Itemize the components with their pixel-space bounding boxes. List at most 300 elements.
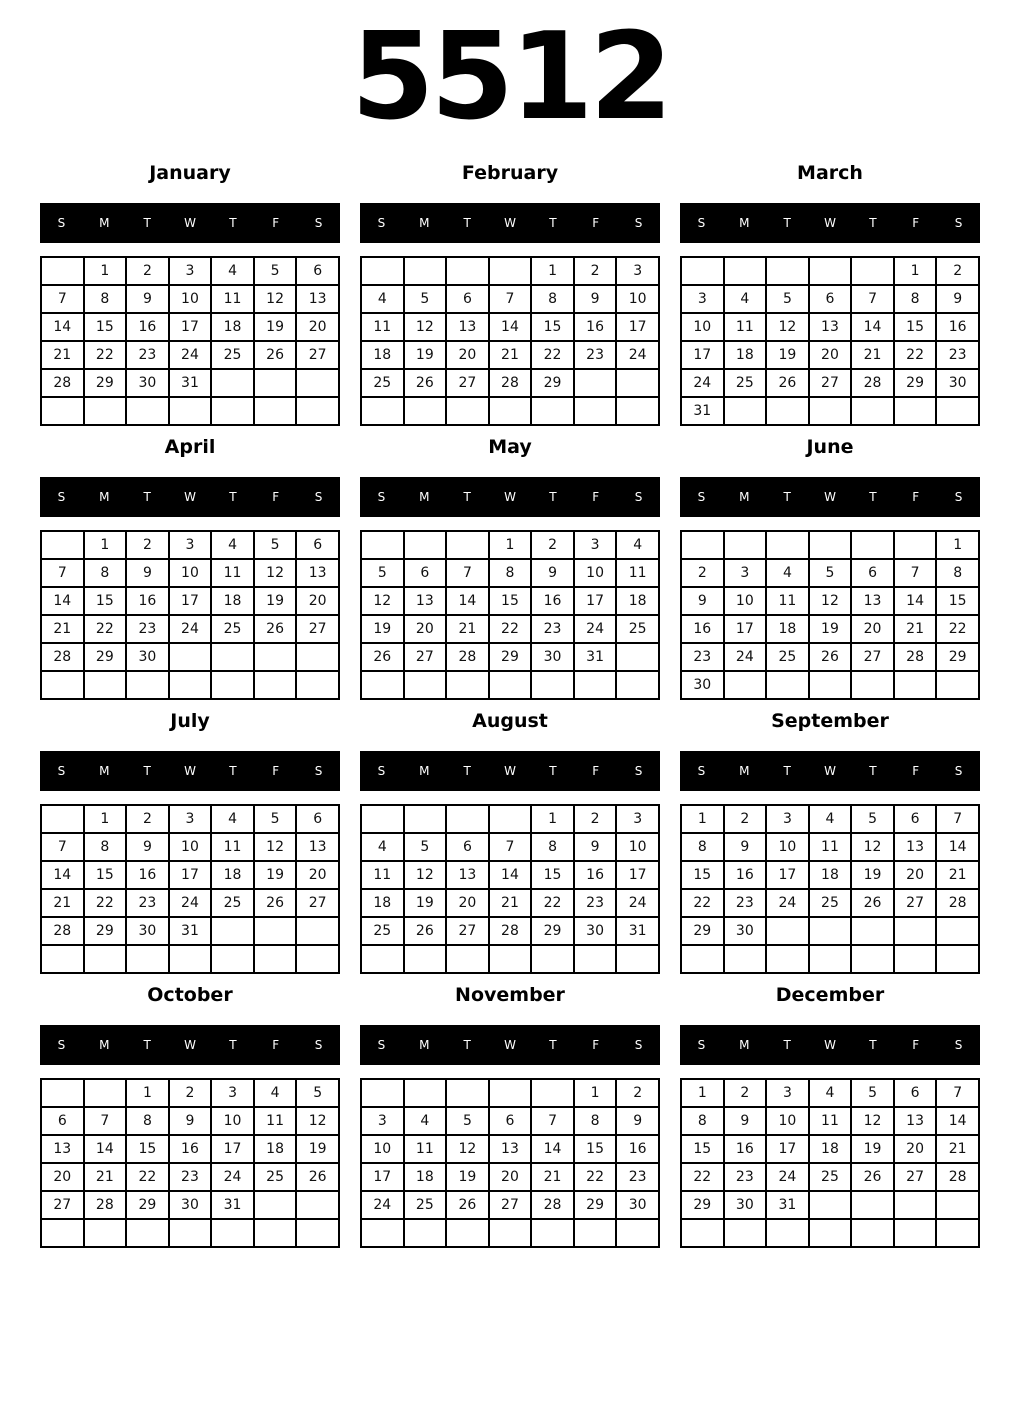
date-cell: 9	[574, 833, 617, 861]
empty-date-cell	[446, 671, 489, 699]
weekday-label: M	[739, 490, 750, 504]
date-cell: 8	[126, 1107, 169, 1135]
date-cell: 29	[894, 369, 937, 397]
weekday-label: S	[314, 490, 323, 504]
date-cell: 27	[446, 369, 489, 397]
weekday-header-row	[40, 751, 340, 791]
empty-date-cell	[361, 531, 404, 559]
weekday-label: S	[57, 764, 66, 778]
weekday-label: S	[954, 1038, 963, 1052]
date-cell: 4	[809, 805, 852, 833]
date-cell: 27	[296, 341, 339, 369]
empty-date-cell	[169, 1219, 212, 1247]
weekday-header-row	[360, 203, 660, 243]
date-cell: 13	[894, 1107, 937, 1135]
week-row	[681, 1107, 979, 1135]
weekday-label: S	[377, 764, 386, 778]
date-cell: 31	[211, 1191, 254, 1219]
weekday-label: S	[697, 216, 706, 230]
date-cell: 29	[681, 1191, 724, 1219]
week-row	[361, 833, 659, 861]
date-cell: 10	[574, 559, 617, 587]
year-title: 5512	[351, 8, 669, 147]
weekday-label: S	[697, 1038, 706, 1052]
date-cell: 17	[766, 1135, 809, 1163]
week-row	[41, 531, 339, 559]
weekday-label: T	[869, 764, 877, 778]
empty-date-cell	[489, 945, 532, 973]
date-cell: 30	[126, 917, 169, 945]
date-cell: 28	[894, 643, 937, 671]
week-row	[41, 805, 339, 833]
weekday-label: M	[419, 1038, 430, 1052]
empty-date-cell	[446, 397, 489, 425]
empty-date-cell	[894, 917, 937, 945]
date-cell: 8	[681, 1107, 724, 1135]
date-cell: 4	[404, 1107, 447, 1135]
date-cell: 20	[446, 889, 489, 917]
empty-date-cell	[851, 531, 894, 559]
date-cell: 22	[126, 1163, 169, 1191]
date-cell: 26	[766, 369, 809, 397]
date-cell: 26	[404, 917, 447, 945]
weekday-label: T	[143, 764, 151, 778]
weekday-header-row	[680, 1025, 980, 1065]
month-title: September	[771, 710, 889, 732]
date-cell: 31	[169, 917, 212, 945]
month-title: October	[147, 984, 233, 1006]
week-row	[41, 587, 339, 615]
empty-date-cell	[211, 643, 254, 671]
date-cell: 16	[681, 615, 724, 643]
date-cell: 24	[766, 1163, 809, 1191]
date-cell: 6	[296, 257, 339, 285]
date-cell: 16	[126, 861, 169, 889]
date-cell: 17	[724, 615, 767, 643]
empty-date-cell	[531, 671, 574, 699]
weekday-label: S	[377, 216, 386, 230]
empty-date-cell	[936, 671, 979, 699]
week-row	[681, 397, 979, 425]
date-cell: 14	[894, 587, 937, 615]
date-cell: 25	[361, 369, 404, 397]
week-row	[681, 369, 979, 397]
date-cell: 7	[489, 285, 532, 313]
month-january	[40, 159, 340, 426]
dates-grid	[40, 530, 340, 700]
date-cell: 28	[531, 1191, 574, 1219]
weekday-label: W	[824, 216, 836, 230]
dates-grid	[40, 256, 340, 426]
week-row	[41, 861, 339, 889]
weekday-label: W	[824, 490, 836, 504]
date-cell: 19	[809, 615, 852, 643]
weekday-label: T	[549, 490, 557, 504]
weekday-label: W	[184, 764, 196, 778]
weekday-label: S	[634, 490, 643, 504]
date-cell: 15	[84, 861, 127, 889]
date-cell: 6	[489, 1107, 532, 1135]
empty-date-cell	[296, 671, 339, 699]
empty-date-cell	[724, 257, 767, 285]
month-november	[360, 981, 660, 1248]
date-cell: 23	[169, 1163, 212, 1191]
week-row	[361, 313, 659, 341]
week-row	[681, 889, 979, 917]
empty-date-cell	[851, 397, 894, 425]
date-cell: 7	[84, 1107, 127, 1135]
date-cell: 10	[681, 313, 724, 341]
date-cell: 30	[724, 1191, 767, 1219]
date-cell: 16	[531, 587, 574, 615]
empty-date-cell	[936, 1191, 979, 1219]
date-cell: 13	[851, 587, 894, 615]
date-cell: 14	[41, 313, 84, 341]
date-cell: 16	[936, 313, 979, 341]
date-cell: 15	[126, 1135, 169, 1163]
weekday-label: T	[463, 490, 471, 504]
weekday-label: S	[377, 490, 386, 504]
empty-date-cell	[296, 369, 339, 397]
date-cell: 9	[169, 1107, 212, 1135]
weekday-label: S	[57, 216, 66, 230]
date-cell: 4	[361, 833, 404, 861]
week-row	[41, 615, 339, 643]
date-cell: 8	[574, 1107, 617, 1135]
week-row	[681, 341, 979, 369]
empty-date-cell	[616, 671, 659, 699]
empty-date-cell	[404, 945, 447, 973]
empty-date-cell	[126, 671, 169, 699]
date-cell: 9	[531, 559, 574, 587]
date-cell: 10	[616, 833, 659, 861]
empty-date-cell	[254, 917, 297, 945]
empty-date-cell	[361, 671, 404, 699]
week-row	[681, 257, 979, 285]
date-cell: 8	[531, 833, 574, 861]
weekday-label: T	[143, 1038, 151, 1052]
weekday-label: M	[99, 764, 110, 778]
week-row	[361, 917, 659, 945]
weekday-label: T	[549, 1038, 557, 1052]
date-cell: 20	[296, 313, 339, 341]
date-cell: 20	[894, 1135, 937, 1163]
month-june	[680, 433, 980, 700]
month-title: June	[806, 436, 854, 458]
empty-date-cell	[404, 397, 447, 425]
date-cell: 29	[936, 643, 979, 671]
date-cell: 29	[574, 1191, 617, 1219]
date-cell: 18	[809, 1135, 852, 1163]
empty-date-cell	[531, 1079, 574, 1107]
empty-date-cell	[361, 257, 404, 285]
date-cell: 5	[851, 805, 894, 833]
month-february	[360, 159, 660, 426]
weekday-label: S	[634, 1038, 643, 1052]
date-cell: 13	[809, 313, 852, 341]
date-cell: 10	[766, 833, 809, 861]
weekday-label: T	[869, 216, 877, 230]
date-cell: 1	[84, 257, 127, 285]
weekday-label: W	[184, 490, 196, 504]
date-cell: 20	[296, 587, 339, 615]
date-cell: 8	[84, 285, 127, 313]
date-cell: 23	[574, 341, 617, 369]
date-cell: 13	[41, 1135, 84, 1163]
weekday-label: M	[99, 216, 110, 230]
date-cell: 5	[296, 1079, 339, 1107]
date-cell: 5	[254, 805, 297, 833]
empty-date-cell	[169, 397, 212, 425]
empty-date-cell	[41, 531, 84, 559]
date-cell: 23	[616, 1163, 659, 1191]
date-cell: 3	[169, 805, 212, 833]
date-cell: 3	[361, 1107, 404, 1135]
date-cell: 13	[296, 833, 339, 861]
empty-date-cell	[574, 671, 617, 699]
date-cell: 28	[41, 643, 84, 671]
date-cell: 22	[84, 341, 127, 369]
week-row	[41, 1219, 339, 1247]
empty-date-cell	[41, 1079, 84, 1107]
date-cell: 5	[361, 559, 404, 587]
week-row	[361, 805, 659, 833]
weekday-label: T	[463, 1038, 471, 1052]
date-cell: 7	[41, 559, 84, 587]
weekday-label: M	[419, 764, 430, 778]
weekday-label: F	[592, 490, 600, 504]
weekday-label: S	[697, 764, 706, 778]
date-cell: 1	[489, 531, 532, 559]
weekday-label: T	[783, 1038, 791, 1052]
empty-date-cell	[851, 1219, 894, 1247]
date-cell: 2	[936, 257, 979, 285]
week-row	[361, 1079, 659, 1107]
empty-date-cell	[404, 671, 447, 699]
date-cell: 6	[296, 531, 339, 559]
date-cell: 17	[169, 313, 212, 341]
weekday-label: F	[912, 1038, 920, 1052]
date-cell: 5	[766, 285, 809, 313]
date-cell: 13	[296, 285, 339, 313]
date-cell: 14	[936, 1107, 979, 1135]
empty-date-cell	[126, 945, 169, 973]
date-cell: 23	[936, 341, 979, 369]
date-cell: 4	[616, 531, 659, 559]
week-row	[361, 889, 659, 917]
date-cell: 1	[84, 805, 127, 833]
date-cell: 24	[616, 341, 659, 369]
date-cell: 22	[84, 615, 127, 643]
weekday-header-row	[680, 477, 980, 517]
week-row	[361, 257, 659, 285]
weekday-label: W	[824, 1038, 836, 1052]
date-cell: 18	[361, 341, 404, 369]
empty-date-cell	[936, 1219, 979, 1247]
date-cell: 21	[41, 341, 84, 369]
date-cell: 21	[489, 341, 532, 369]
date-cell: 3	[574, 531, 617, 559]
date-cell: 24	[766, 889, 809, 917]
date-cell: 18	[211, 313, 254, 341]
week-row	[361, 369, 659, 397]
weekday-header-row	[40, 203, 340, 243]
date-cell: 2	[169, 1079, 212, 1107]
weekday-label: T	[783, 216, 791, 230]
empty-date-cell	[169, 945, 212, 973]
date-cell: 20	[489, 1163, 532, 1191]
date-cell: 19	[254, 313, 297, 341]
week-row	[361, 643, 659, 671]
date-cell: 24	[616, 889, 659, 917]
empty-date-cell	[169, 671, 212, 699]
date-cell: 22	[936, 615, 979, 643]
weekday-label: T	[143, 216, 151, 230]
month-title: January	[149, 162, 231, 184]
dates-grid	[680, 530, 980, 700]
date-cell: 23	[126, 889, 169, 917]
date-cell: 25	[211, 615, 254, 643]
date-cell: 24	[361, 1191, 404, 1219]
date-cell: 22	[531, 889, 574, 917]
empty-date-cell	[211, 1219, 254, 1247]
weekday-label: M	[739, 216, 750, 230]
empty-date-cell	[809, 671, 852, 699]
date-cell: 11	[616, 559, 659, 587]
empty-date-cell	[254, 1191, 297, 1219]
date-cell: 25	[766, 643, 809, 671]
date-cell: 30	[574, 917, 617, 945]
week-row	[41, 671, 339, 699]
date-cell: 18	[724, 341, 767, 369]
empty-date-cell	[809, 945, 852, 973]
week-row	[681, 1079, 979, 1107]
date-cell: 6	[851, 559, 894, 587]
weekday-label: W	[184, 216, 196, 230]
date-cell: 28	[41, 369, 84, 397]
date-cell: 9	[681, 587, 724, 615]
month-september	[680, 707, 980, 974]
month-october	[40, 981, 340, 1248]
date-cell: 20	[809, 341, 852, 369]
weekday-label: M	[739, 1038, 750, 1052]
week-row	[361, 531, 659, 559]
date-cell: 18	[361, 889, 404, 917]
date-cell: 19	[851, 1135, 894, 1163]
empty-date-cell	[574, 945, 617, 973]
date-cell: 6	[41, 1107, 84, 1135]
weekday-label: W	[504, 1038, 516, 1052]
date-cell: 26	[446, 1191, 489, 1219]
date-cell: 8	[84, 559, 127, 587]
date-cell: 8	[894, 285, 937, 313]
weekday-label: M	[419, 216, 430, 230]
date-cell: 2	[126, 805, 169, 833]
week-row	[681, 1219, 979, 1247]
date-cell: 15	[574, 1135, 617, 1163]
weekday-label: T	[463, 764, 471, 778]
date-cell: 4	[211, 257, 254, 285]
date-cell: 29	[531, 917, 574, 945]
date-cell: 8	[489, 559, 532, 587]
date-cell: 17	[766, 861, 809, 889]
week-row	[41, 1135, 339, 1163]
empty-date-cell	[531, 945, 574, 973]
date-cell: 10	[169, 285, 212, 313]
empty-date-cell	[446, 945, 489, 973]
empty-date-cell	[936, 917, 979, 945]
date-cell: 9	[126, 285, 169, 313]
date-cell: 28	[936, 889, 979, 917]
date-cell: 24	[681, 369, 724, 397]
months-grid	[40, 159, 1020, 1248]
date-cell: 30	[126, 369, 169, 397]
empty-date-cell	[296, 917, 339, 945]
date-cell: 21	[851, 341, 894, 369]
date-cell: 7	[446, 559, 489, 587]
date-cell: 3	[211, 1079, 254, 1107]
empty-date-cell	[766, 397, 809, 425]
date-cell: 27	[851, 643, 894, 671]
week-row	[361, 587, 659, 615]
weekday-label: S	[634, 216, 643, 230]
empty-date-cell	[936, 397, 979, 425]
date-cell: 2	[681, 559, 724, 587]
date-cell: 25	[404, 1191, 447, 1219]
date-cell: 30	[169, 1191, 212, 1219]
empty-date-cell	[41, 945, 84, 973]
date-cell: 3	[724, 559, 767, 587]
date-cell: 3	[681, 285, 724, 313]
weekday-label: T	[869, 1038, 877, 1052]
date-cell: 26	[254, 889, 297, 917]
weekday-label: F	[592, 764, 600, 778]
weekday-header-row	[680, 751, 980, 791]
date-cell: 21	[489, 889, 532, 917]
weekday-label: S	[314, 216, 323, 230]
date-cell: 1	[126, 1079, 169, 1107]
empty-date-cell	[446, 1079, 489, 1107]
empty-date-cell	[616, 945, 659, 973]
weekday-label: S	[954, 216, 963, 230]
empty-date-cell	[211, 917, 254, 945]
date-cell: 29	[84, 369, 127, 397]
empty-date-cell	[41, 397, 84, 425]
empty-date-cell	[894, 531, 937, 559]
date-cell: 28	[41, 917, 84, 945]
weekday-label: T	[463, 216, 471, 230]
empty-date-cell	[724, 671, 767, 699]
dates-grid	[360, 804, 660, 974]
date-cell: 21	[531, 1163, 574, 1191]
date-cell: 11	[211, 833, 254, 861]
empty-date-cell	[616, 369, 659, 397]
date-cell: 26	[296, 1163, 339, 1191]
date-cell: 29	[489, 643, 532, 671]
date-cell: 15	[489, 587, 532, 615]
date-cell: 20	[894, 861, 937, 889]
date-cell: 4	[766, 559, 809, 587]
empty-date-cell	[851, 917, 894, 945]
date-cell: 2	[574, 805, 617, 833]
empty-date-cell	[851, 1191, 894, 1219]
date-cell: 26	[851, 889, 894, 917]
date-cell: 4	[254, 1079, 297, 1107]
empty-date-cell	[126, 397, 169, 425]
week-row	[681, 285, 979, 313]
week-row	[361, 615, 659, 643]
date-cell: 8	[84, 833, 127, 861]
